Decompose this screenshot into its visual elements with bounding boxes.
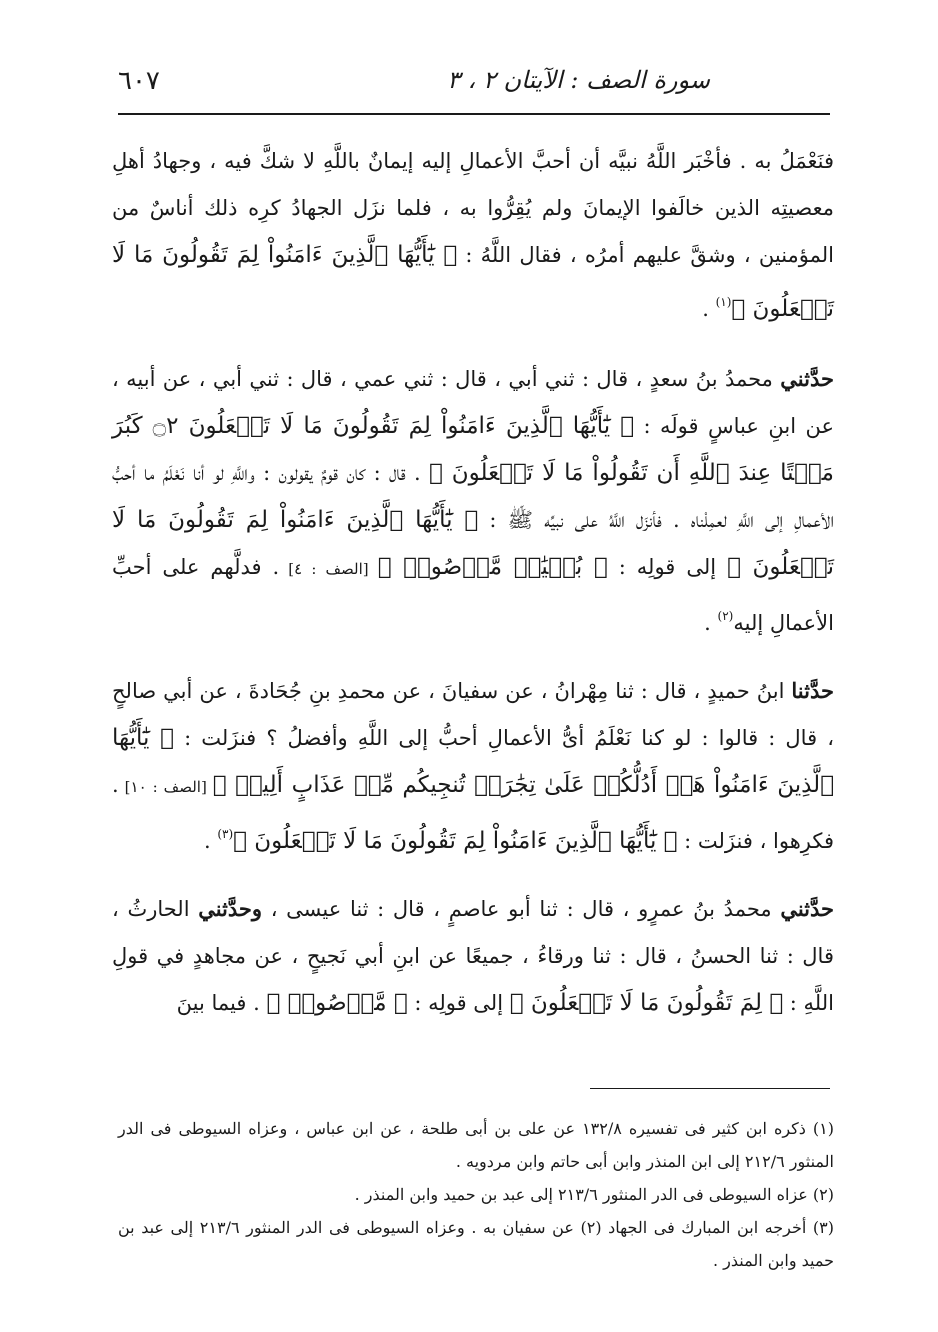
text: . فكرِهوا ، فنزَلت :	[112, 773, 834, 853]
isnad-lead: حدَّثني	[780, 896, 835, 921]
text: .	[203, 829, 218, 853]
text: . فيما بينَ	[176, 991, 267, 1015]
footnote-1: (١) ذكره ابن كثير فى تفسيره ١٣٢/٨ عن على بن أبى طلحة ، عن ابن عباس ، وعزاه السيوطى فى الدر المنثور ٢١٢/٦ إلى ابن المنذر وابن أبى حاتم وابن مردويه .	[118, 1119, 835, 1171]
text: الحارثُ ، قال : ثنا الحسنُ ، قال : ثنا ورقاءُ ، جميعًا عن ابنِ أبي نَجيحٍ ، عن مجاهدٍ في قولِ اللَّهِ :	[112, 897, 834, 1015]
header-rule	[118, 113, 830, 115]
paragraph-1	[112, 138, 834, 333]
page-number: ٦٠٧	[118, 66, 160, 96]
verse-reference: [الصف : ١٠]	[118, 778, 213, 796]
quran-verse: ﴿ مَّرۡصُوصٞ ﴾	[266, 990, 408, 1016]
footnote-ref: (٣)	[217, 827, 234, 841]
quran-verse: ﴿ يَٰٓأَيُّهَا ٱلَّذِينَ ءَامَنُواْ لِمَ تَقُولُونَ مَا لَا تَفۡعَلُونَ ﴾	[233, 828, 678, 854]
quran-verse: ﴿ يَٰٓأَيُّهَا ٱلَّذِينَ ءَامَنُواْ هَلۡ أَدُلُّكُمۡ عَلَىٰ تِجَٰرَةٖ تُنجِيكُم مِّنۡ عَذَابٍ أَلِيمٖ ﴾	[112, 725, 834, 798]
text: إلى قولِه :	[407, 991, 510, 1015]
isnad-lead: حدَّثنا	[791, 678, 834, 703]
text: محمدُ بنُ سعدٍ ، قال : ثني أبي ، قال : ثني عمي ، قال : ثني أبي ، عن أبيه ، عن ابنِ عباسٍ قولَه :	[112, 367, 834, 438]
text: .	[704, 611, 718, 635]
footnote-ref: (٢)	[717, 609, 734, 623]
paragraph-2	[112, 355, 834, 647]
isnad-lead: وحدَّثني	[198, 896, 263, 921]
text: إلى قولِه :	[607, 555, 728, 579]
text: . قال : كان قومٌ يقولون : واللَّهِ لو أنا نَعْلَمُ ما أحبُّ الأعمالِ إلى اللَّهِ لعمِلْناه . فأنزَل اللَّهُ على نبيِّه ﷺ :	[112, 461, 834, 532]
running-header	[118, 60, 830, 104]
quran-verse: ﴿ بُنۡيَٰنٞ مَّرۡصُوصٞ ﴾	[377, 554, 608, 580]
paragraph-3	[112, 667, 834, 865]
text: . فدلَّهم على أحبِّ الأعمالِ إليه	[112, 555, 834, 635]
footnote-2: (٢) عزاه السيوطى فى الدر المنثور ٢١٣/٦ إلى عبد بن حميد وابن المنذر .	[354, 1185, 834, 1204]
footnote-ref: (١)	[715, 295, 732, 309]
surah-title: سورة الصف : الآيتان ٢ ، ٣	[447, 66, 710, 94]
quran-verse: ﴿ يَٰٓأَيُّهَا ٱلَّذِينَ ءَامَنُواْ لِمَ تَقُولُونَ مَا لَا تَفۡعَلُونَ ﴾	[112, 507, 835, 580]
paragraph-4	[112, 885, 834, 1027]
footnotes	[118, 1112, 834, 1277]
quran-verse: ﴿ لِمَ تَقُولُونَ مَا لَا تَفۡعَلُونَ ﴾	[509, 990, 784, 1016]
footnote-3: (٣) أخرجه ابن المبارك فى الجهاد (٢) عن سفيان به . وعزاه السيوطى فى الدر المنثور ٢١٣/٦ إلى عبد بن حميد وابن المنذر .	[118, 1218, 835, 1270]
main-text	[112, 138, 834, 1047]
isnad-lead: حدَّثني	[780, 366, 834, 391]
quran-verse: ﴿ يَٰٓأَيُّهَا ٱلَّذِينَ ءَامَنُواْ لِمَ تَقُولُونَ مَا لَا تَفۡعَلُونَ ﴾	[112, 242, 834, 322]
quran-verse: ﴿ يَٰٓأَيُّهَا ٱلَّذِينَ ءَامَنُواْ لِمَ تَقُولُونَ مَا لَا تَفۡعَلُونَ ۝٢ كَبُرَ مَقۡتًا عِندَ ٱللَّهِ أَن تَقُولُواْ مَا لَا تَفۡعَلُونَ ﴾	[112, 413, 834, 486]
text: ابنُ حميدٍ ، قال : ثنا مِهْرانُ ، عن سفيانَ ، عن محمدِ بنِ جُحَادةَ ، عن أبي صالحٍ ، قال : قالوا : لو كنا نَعْلَمُ أىُّ الأعمالِ أحبُّ إلى اللَّهِ وأفضلُ ؟ فنزَلت :	[112, 679, 834, 750]
text: فنَعْمَلُ به . فأخْبَر اللَّهُ نبيَّه أن أحبَّ الأعمالِ إليه إيمانٌ باللَّهِ لا شكَّ فيه ، وجهادُ أهلِ معصيتِه الذين خالَفوا الإيمانَ ولم يُقِرُّوا به ، فلما نزَل الجهادُ كرِه ذلك أناسٌ من المؤمنين ، وشقَّ عليهم أمرُه ، فقال اللَّهُ :	[112, 149, 834, 267]
footnote-rule	[590, 1088, 830, 1089]
verse-reference: [الصف : ٤]	[279, 560, 378, 578]
text: .	[702, 297, 716, 321]
text: محمدُ بنُ عمرٍو ، قال : ثنا أبو عاصمٍ ، قال : ثنا عيسى ،	[262, 897, 781, 921]
